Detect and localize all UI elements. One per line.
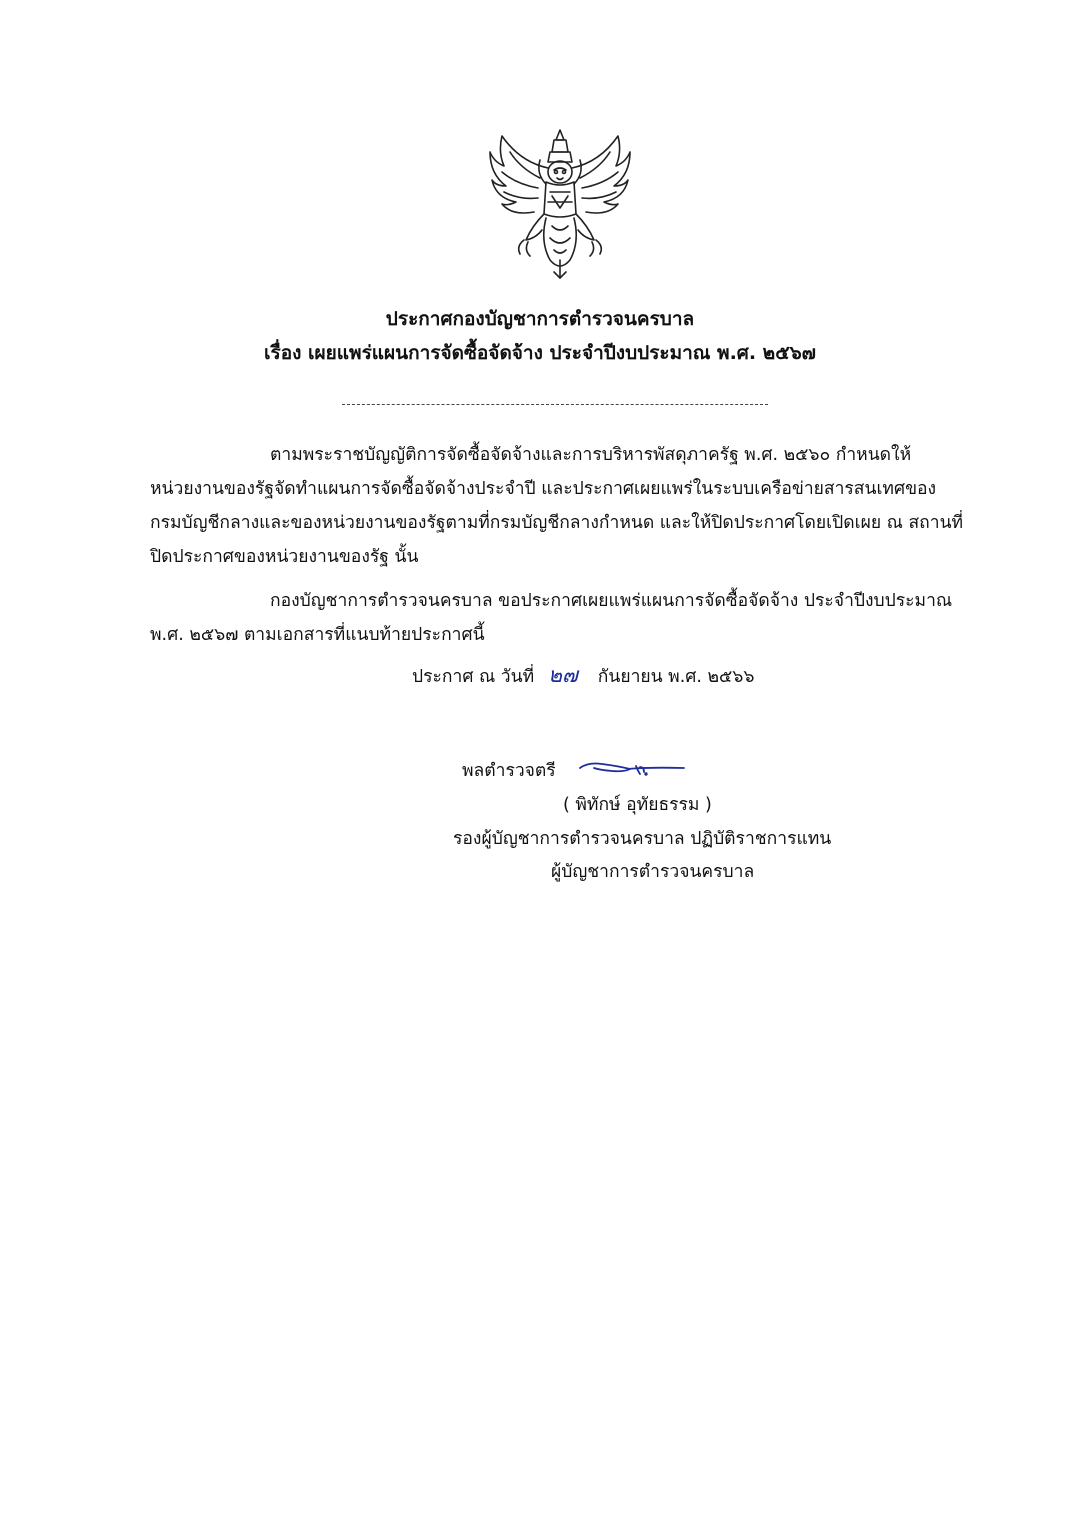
paragraph-announcement (150, 584, 953, 652)
date-suffix: กันยายน พ.ศ. ๒๕๖๖ (597, 667, 755, 687)
paragraph-line: กรมบัญชีกลางและของหน่วยงานของรัฐตามที่กรมบัญชีกลางกำหนด และให้ปิดประกาศโดยเปิดเผย ณ สถานที่ (150, 513, 964, 533)
date-prefix: ประกาศ ณ วันที่ (412, 667, 535, 687)
paragraph-legal-basis (150, 438, 964, 574)
paragraph-line: หน่วยงานของรัฐจัดทำแผนการจัดซื้อจัดจ้างประจำปี และประกาศเผยแพร่ในระบบเครือข่ายสารสนเทศของ (150, 479, 937, 499)
signatory-name: ( พิทักษ์ อุทัยธรรม ) (563, 795, 712, 815)
handwritten-day: ๒๗ (548, 663, 578, 687)
handwritten-signature-icon (578, 756, 688, 780)
signatory-position: รองผู้บัญชาการตำรวจนครบาล ปฏิบัติราชการแทน (453, 829, 832, 849)
paragraph-line: กองบัญชาการตำรวจนครบาล ขอประกาศเผยแพร่แผนการจัดซื้อจัดจ้าง ประจำปีงบประมาณ (270, 591, 953, 611)
paragraph-line: ตามพระราชบัญญัติการจัดซื้อจัดจ้างและการบริหารพัสดุภาครัฐ พ.ศ. ๒๕๖๐ กำหนดให้ (270, 445, 912, 465)
signatory-position-sub: ผู้บัญชาการตำรวจนครบาล (551, 862, 755, 882)
signatory-rank: พลตำรวจตรี (462, 761, 556, 781)
announcement-title: ประกาศกองบัญชาการตำรวจนครบาล (385, 308, 695, 330)
paragraph-line: ปิดประกาศของหน่วยงานของรัฐ นั้น (150, 547, 419, 567)
announcement-date (412, 660, 755, 692)
paragraph-line: พ.ศ. ๒๕๖๗ ตามเอกสารที่แนบท้ายประกาศนี้ (150, 625, 485, 645)
title-divider (342, 404, 768, 405)
announcement-subject: เรื่อง เผยแพร่แผนการจัดซื้อจัดจ้าง ประจำปีงบประมาณ พ.ศ. ๒๕๖๗ (264, 342, 816, 364)
garuda-emblem-icon (480, 122, 640, 282)
